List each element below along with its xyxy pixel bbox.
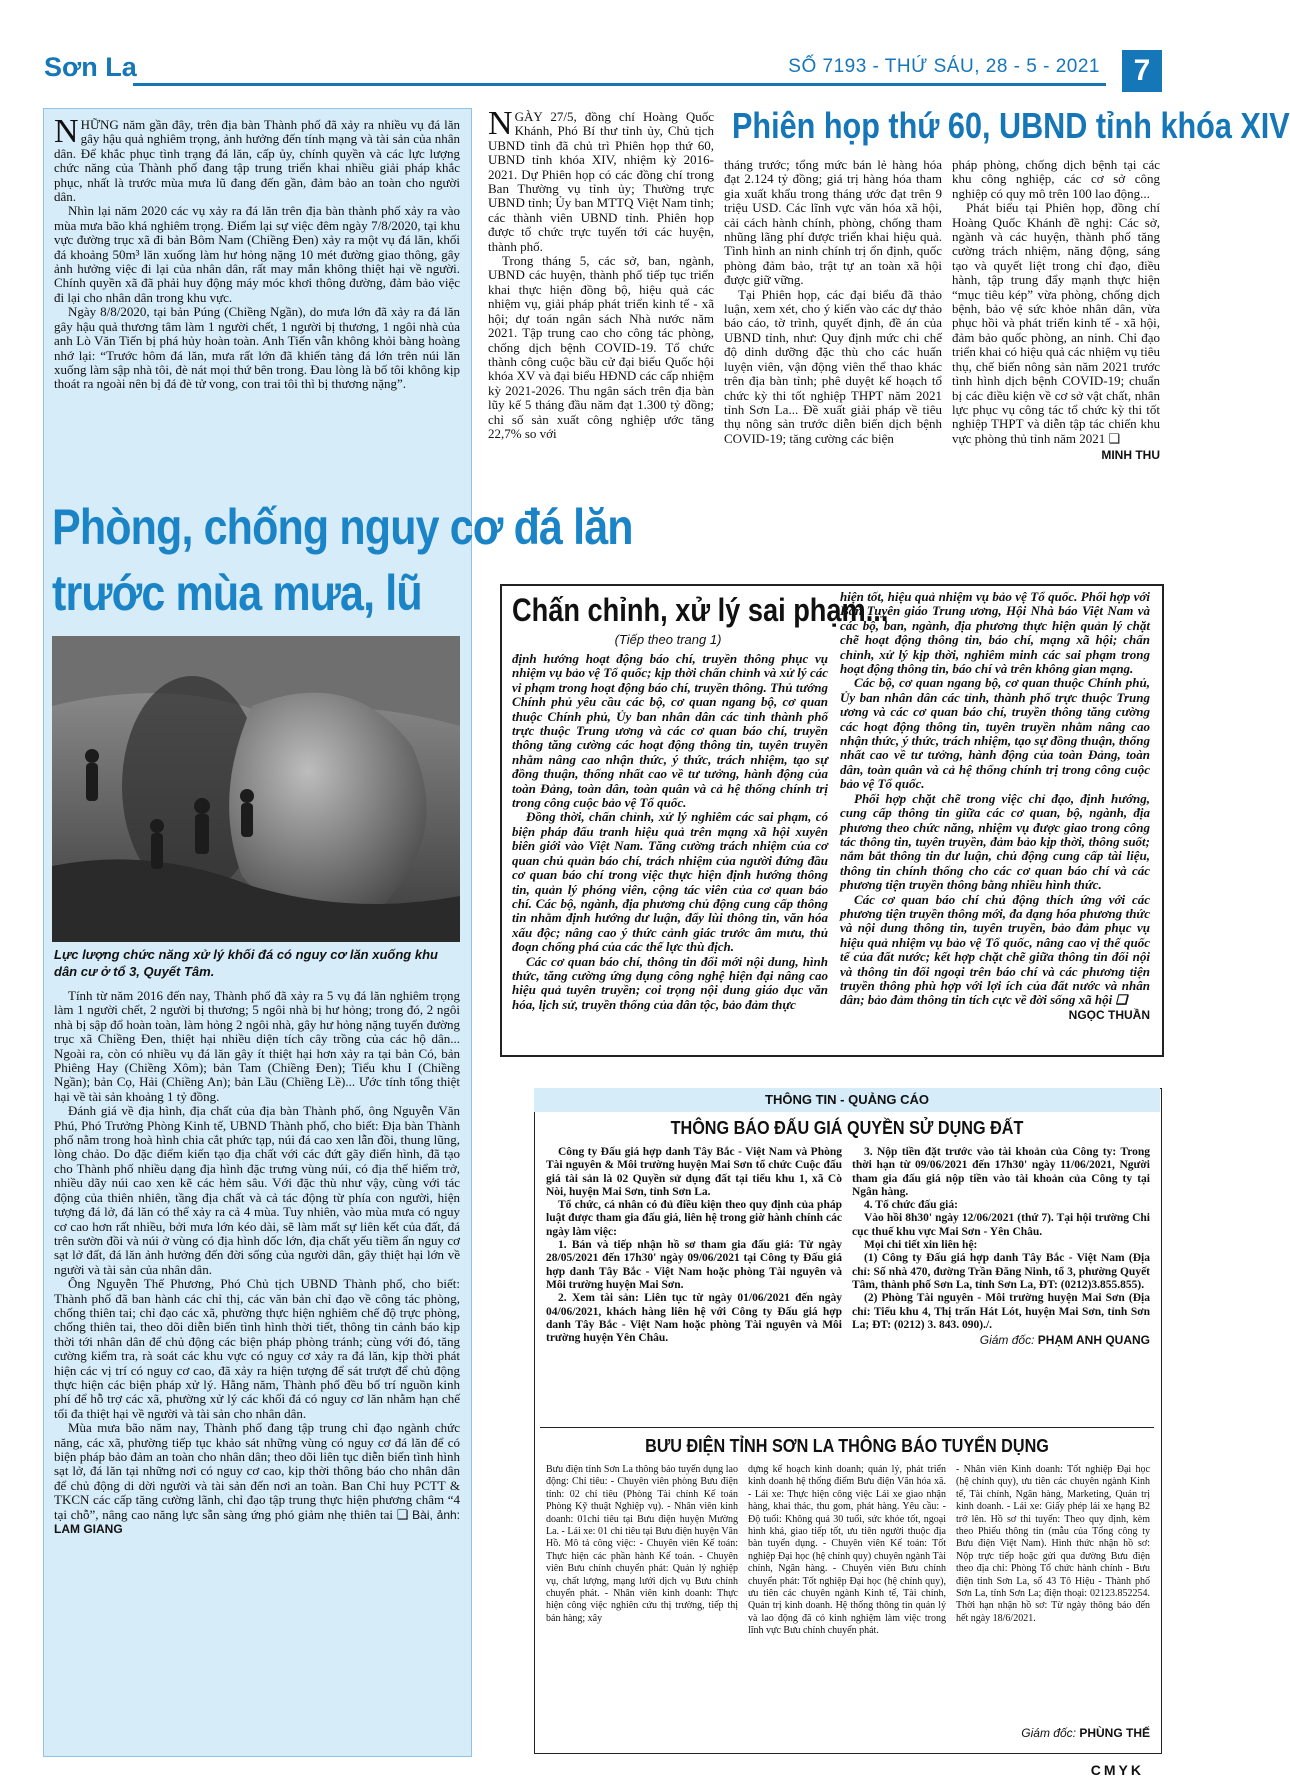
paragraph: Trong tháng 5, các sở, ban, ngành, UBND các huyện, thành phố tiếp tục triển khai thực hiện đồng bộ, hiệu quả các nhiệm vụ, giải pháp phát triển kinh tế - xã hội; dự toán ngân sách Nhà nước năm 2021. Tập trung cao cho công tác phòng, chống dịch bệnh COVID-19. Tổ chức thành công cuộc bầu cử đại biểu Quốc hội khóa XV và đại biểu HĐND các cấp nhiệm kỳ 2021-2026. Thu ngân sách trên địa bàn lũy kế 5 tháng đầu năm đạt 1.300 tỷ đồng; chỉ số sản xuất công nghiệp ước tăng 22,7% so với: [488, 253, 714, 441]
auction-paragraph: 1. Bán và tiếp nhận hồ sơ tham gia đấu giá: Từ ngày 28/05/2021 đến 17h30' ngày 09/06/2021 tại Công ty Đấu giá hợp danh Tây Bắc - Việt Nam hoặc phòng Tài nguyên và Môi trường huyện Mai Sơn.: [546, 1239, 842, 1291]
rectify-col-1: [512, 652, 828, 1012]
auction-col-2: [852, 1146, 1150, 1347]
headline-line-1: Phòng, chống nguy cơ đá lăn: [52, 499, 633, 555]
recruitment-sign-label: Giám đốc:: [1021, 1726, 1076, 1740]
rectify-byline: NGỌC THUẦN: [1068, 1007, 1150, 1022]
rock-photo-image: [52, 636, 460, 942]
auction-sign-label: Giám đốc:: [979, 1333, 1035, 1348]
paragraph: pháp phòng, chống dịch bệnh tại các khu công nghiệp, các cơ sở công nghiệp có quy mô trên 100 lao động...: [952, 157, 1160, 201]
rectify-continued-note: (Tiếp theo trang 1): [614, 632, 722, 647]
auction-paragraph: (2) Phòng Tài nguyên - Môi trường huyện Mai Sơn (Địa chỉ: Tiểu khu 4, Thị trấn Hát Lót, huyện Mai Sơn, tỉnh Sơn La; ĐT: (0212) 3. 843. 090)./.: [852, 1292, 1150, 1331]
meeting-col-3: [952, 158, 1160, 463]
paragraph: Các cơ quan báo chí, thông tin đổi mới nội dung, hình thức, tăng cường ứng dụng công nghệ hiện đại nâng cao hiệu quả tuyên truyền; coi trọng nội dung giáo dục văn hóa, lịch sử, truyền thống của dân tộc, bảo đảm thực: [512, 953, 828, 1012]
left-article-body: [54, 989, 460, 1536]
auction-paragraph: 4. Tổ chức đấu giá:: [864, 1199, 958, 1212]
auction-paragraph: Tổ chức, cá nhân có đủ điều kiện theo quy định của pháp luật được tham gia đấu giá, liên hệ trong giờ hành chính các ngày làm việc:: [546, 1199, 842, 1238]
paragraph: Các bộ, cơ quan ngang bộ, cơ quan thuộc Chính phủ, Ủy ban nhân dân các tỉnh, thành phố trực thuộc Trung ương và các cơ quan báo chí, truyền thông tăng cường các hoạt động thông tin, tuyên truyền nhằm nâng cao nhận thức, ý thức, trách nhiệm, tạo sự đồng thuận, thống nhất cao về tư tưởng, hành động của toàn Đảng, toàn dân, toàn quân và cả hệ thống chính trị trong công cuộc bảo vệ Tổ quốc.: [840, 675, 1150, 792]
rectify-col-2: [840, 590, 1150, 1022]
byline-author: LAM GIANG: [54, 1522, 123, 1537]
paragraph: Tính từ năm 2016 đến nay, Thành phố đã xảy ra 5 vụ đá lăn nghiêm trọng làm 1 người chết, 2 người bị thương; 5 ngôi nhà bị hư hỏng; trong đó, 2 ngôi nhà bị sập đổ hoàn toàn, làm hỏng 2 ngôi nhà, gây hư hỏng nặng tuyến đường trục xã Chiềng Đen, thiệt hại nhiều diện tích cây trồng của các hộ dân... Ngoài ra, còn có nhiều vụ đá lăn gây ít thiệt hại hơn xảy ra tại bản Có, bản Phiêng Hay (Chiềng Xôm); bản Tam (Chiềng Đen); Tiểu khu I (Chiềng Ngần); bản Cọ, Hải (Chiềng An); bản Lầu (Chiềng Lề)... Ước tính tổng thiệt hại về tài sản khoảng 1 tỷ đồng.: [54, 988, 460, 1104]
headline-line-2: trước mùa mưa, lũ: [52, 565, 422, 621]
auction-col-1: [546, 1146, 842, 1345]
issue-date: SỐ 7193 - THỨ SÁU, 28 - 5 - 2021: [788, 56, 1100, 77]
header-rule: [133, 83, 1106, 86]
left-article-lead: [54, 113, 460, 392]
auction-paragraph: (1) Công ty Đấu giá hợp danh Tây Bắc - Việt Nam (Địa chỉ: Số nhà 470, đường Trần Đăng Ninh, tổ 3, phường Quyết Tâm, thành phố Sơn La, tỉnh Sơn La, ĐT: (0212)3.855.855).: [852, 1252, 1150, 1291]
closing-paragraph-text: Phát biểu tại Phiên họp, đồng chí Hoàng Quốc Khánh đề nghị: Các sở, ngành và các huyện, thành phố tăng cường trách nhiệm, năng động, sáng tạo và quyết liệt trong chỉ đạo, điều hành, tập trung đẩy mạnh thực hiện “mục tiêu kép” vừa phòng, chống dịch bệnh, bảo vệ sức khỏe nhân dân, vừa phục hồi và phát triển kinh tế - xã hội, đảm bảo quốc phòng, an ninh. Chỉ đạo triển khai có hiệu quả các nhiệm vụ tiêu thụ, chế biến nông sản năm 2021 trước tình hình dịch bệnh COVID-19; chuẩn bị các điều kiện về cơ sở vật chất, nhân lực phục vụ công tác tổ chức kỳ thi tốt nghiệp THPT và diễn tập tác chiến khu vực phòng thủ tỉnh năm 2021: [952, 200, 1160, 446]
page-number: 7: [1122, 50, 1162, 92]
article-photo: [52, 636, 460, 942]
recruitment-col-1: Bưu điện tỉnh Sơn La thông báo tuyển dụng lao động: Chỉ tiêu: - Chuyên viên phòng Bưu điện tỉnh: 02 chỉ tiêu (Phòng Tài chính Kế toán Phòng Kỹ thuật Nghiệp vụ). - Nhân viên kinh doanh: 01chỉ tiêu tại Bưu điện huyện Mường La. - Lái xe: 01 chỉ tiêu tại Bưu điện huyện Vân Hồ. Mô tả công việc: - Chuyên viên Kế toán: Thực hiện các phần hành Kế toán. - Chuyên viên Bưu chính chuyển phát: Quản lý nghiệp vụ, chất lượng, mạng lưới dịch vụ Bưu chính chuyển phát. - Nhân viên kinh doanh: Thực hiện công việc nghiên cứu thị trường, tiếp thị bán hàng; xây: [546, 1464, 738, 1624]
recruitment-signature: [956, 1726, 1150, 1740]
paragraph: Mùa mưa bão năm nay, Thành phố đang tập trung chỉ đạo ngành chức năng, các xã, phường tiếp tục khảo sát những vùng có nguy cơ đá lăn để có biện pháp bảo đảm an toàn cho nhân dân; theo dõi liên tục diễn biến tình hình sạt lở, đá lăn tại những nơi có nguy cơ cao, kịp thời thông báo cho nhân dân để chủ động di dời người và tài sản đến nơi an toàn. Ban Chỉ huy PCTT & TKCN các cấp tăng cường lãnh, chỉ đạo tập trung thực hiện phương châm “4 tại chỗ”, nâng cao năng lực sẵn sàng ứng phó giảm nhẹ thiên tai ❑ Bài, ảnh: LAM GIANG: [54, 1420, 461, 1537]
auction-sign-name: PHẠM ANH QUANG: [1037, 1333, 1150, 1348]
paragraph: Ông Nguyễn Thế Phương, Phó Chủ tịch UBND Thành phố, cho biết: Thành phố đã ban hành các chỉ thị, các văn bản chỉ đạo về công tác phòng, chống thiên tai; chỉ đạo các xã, phường thực hiện nghiêm chế độ trực phòng, chống thiên tai, theo dõi diễn biến tình hình thời tiết, thông tin cảnh báo kịp thời tới nhân dân để chủ động các biện pháp phòng tránh; cùng với đó, tăng cường kiểm tra, rà soát các khu vực có nguy cơ xảy ra đá lăn, kịp thời phát hiện các vị trí có nguy cơ cao, đã xảy ra hiện tượng để sát trượt để chủ động thực hiện các biện pháp xử lý. Hằng năm, Thành phố đều bố trí nguồn kinh phí để hỗ trợ các xã, phường xử lý các khối đá có nguy cơ lăn nhằm hạn chế tối đa thiệt hại về người và tài sản cho nhân dân.: [54, 1276, 460, 1421]
recruitment-sign-name: PHÙNG THẾ: [1079, 1726, 1150, 1740]
auction-paragraph: 3. Nộp tiền đặt trước vào tài khoản của Công ty: Trong thời hạn từ 09/06/2021 đến 17h30' ngày 11/06/2021, Người tham gia đấu giá nộp tiền vào tài khoản của Công ty tại Ngân hàng.: [852, 1146, 1150, 1198]
paragraph: định hướng hoạt động báo chí, truyền thông phục vụ nhiệm vụ bảo vệ Tổ quốc; kịp thời chấn chỉnh và xử lý các vi phạm trong hoạt động báo chí, truyền thông. Thủ tướng Chính phủ yêu cầu các bộ, cơ quan ngang bộ, cơ quan thuộc Chính phủ, Ủy ban nhân dân các tỉnh thành phố trực thuộc Trung ương và các cơ quan báo chí, truyền thông tăng cường các hoạt động thông tin, tuyên truyền nhằm nâng cao nhận thức, ý thức, trách nhiệm, tạo sự đồng thuận, thống nhất cao về tư tưởng, hành động của toàn Đảng, toàn dân, toàn quân và cả hệ thống chính trị trong công cuộc bảo vệ Tổ quốc.: [512, 651, 828, 811]
photo-caption: Lực lượng chức năng xử lý khối đá có nguy cơ lăn xuống khu dân cư ở tổ 3, Quyết Tâm.: [54, 947, 438, 979]
paragraph: tháng trước; tổng mức bán lẻ hàng hóa đạt 2.124 tỷ đồng; giá trị hàng hóa tham gia xuất khẩu trong tháng ước đạt trên 9 triệu USD. Các lĩnh vực văn hóa xã hội, cải cách hành chính, phòng, chống tham nhũng lãng phí được triển khai hiệu quả. Tình hình an ninh chính trị ổn định, quốc phòng đảm bảo, trật tự an toàn xã hội được giữ vững.: [724, 157, 942, 288]
section-title: Sơn La: [44, 52, 137, 82]
paragraph: hiện tốt, hiệu quả nhiệm vụ bảo vệ Tổ quốc. Phối hợp với Ban Tuyên giáo Trung ương, Hội Nhà báo Việt Nam và các bộ, ban, ngành, địa phương thực hiện quản lý chặt chẽ hoạt động thông tin, báo chí, mạng xã hội; chấn chỉnh, xử lý kịp thời, nghiêm minh các sai phạm trong hoạt động thông tin, báo chí và trên không gian mạng.: [840, 589, 1150, 677]
auction-paragraph: Vào hồi 8h30' ngày 12/06/2021 (thứ 7). Tại hội trường Chi cục thuế khu vực Mai Sơn - Yên Châu.: [852, 1212, 1150, 1238]
byline-prefix: Bài, ảnh:: [412, 1507, 461, 1522]
paragraph: Đánh giá về địa hình, địa chất của địa bàn Thành phố, ông Nguyễn Văn Phú, Phó Trưởng Phòng Kinh tế, UBND Thành phố, cho biết: Địa bàn Thành phố nằm trong hoà hình chia cắt phức tạp, núi đá cao xen lẫn đồi, thung lũng, lòng chảo. Do đặc điểm kiến tạo địa chất với các đứt gãy điển hình, đã tạo cho Thành phố nhiều dạng địa hình đặc trưng vùng núi, có địa thế hiểm trở, nhiều dãy núi cao xen kẽ các hẻm sâu. Với đặc thù như vậy, cùng với tác động của thiên nhiên, tầng địa chất và cả tác động từ phía con người, hiện tượng đá lở, đá lăn có thể xảy ra cả 4 mùa. Tuy nhiên, vào mùa mưa có nguy cơ cao hơn rất nhiều, bởi mưa lớn kéo dài, sẽ làm mất sự liên kết của đất, đá trên sườn đồi và núi ở vùng có địa hình dốc lớn, địa chất yếu tiềm ẩn nguy cơ sạt lở đất, đá lăn ảnh hưởng đến đời sống của người dân, gây thiệt hại lớn về người và tài sản của nhân dân.: [54, 1103, 460, 1277]
meeting-col-1: [488, 105, 714, 441]
paragraph: Ngày 8/8/2020, tại bản Púng (Chiềng Ngần), do mưa lớn đã xảy ra đá lăn gây hậu quả thương tâm làm 1 người chết, 1 người bị thương, 1 ngôi nhà của anh Lò Văn Tiến bị phá hủy hoàn toàn. Anh Tiến vẫn không khỏi bàng hoàng nhớ lại: “Trước hôm đá lăn, mưa rất lớn đã khiến tảng đá lớn trên núi lăn xuống làm sập nhà tôi, đè nát mọi thứ bên trong. Đau lòng là bố tôi không kịp thoát ra ngoài nên bị đá đè tử vong, con trai tôi thì bị thương nặng”.: [54, 304, 460, 392]
auction-paragraph: Công ty Đấu giá hợp danh Tây Bắc - Việt Nam và Phòng Tài nguyên & Môi trường huyện Mai Sơn tổ chức Cuộc đấu giá tài sản là 02 Quyền sử dụng đất tại tiểu khu 1, xã Cò Nòi, huyện Mai Sơn, tỉnh Sơn La.: [546, 1146, 842, 1198]
ads-banner: THÔNG TIN - QUẢNG CÁO: [534, 1088, 1160, 1112]
auction-signature: [852, 1334, 1150, 1347]
auction-notice-title: THÔNG BÁO ĐẤU GIÁ QUYỀN SỬ DỤNG ĐẤT: [670, 1118, 1024, 1138]
paragraph: Nhìn lại năm 2020 các vụ xảy ra đá lăn trên địa bàn thành phố xảy ra vào mùa mưa bão khá nghiêm trọng. Điểm lại sự việc đêm ngày 7/8/2020, tại khu vực đường trục xã đi bản Bôm Nam (Chiềng Đen) xảy ra một vụ đá lăn, khối đá khoảng 50m³ lăn xuống làm hư hỏng nặng 10 mét đường giao thông, gây ảnh hưởng việc đi lại của nhân dân, rất may mắn không thiệt hại về người. Chính quyền xã đã phải huy động máy móc khơi thông đường, đảm bảo việc đi lại cho nhân dân trong khu vực.: [54, 203, 460, 305]
auction-paragraph: Mọi chi tiết xin liên hệ:: [864, 1239, 978, 1252]
intro-paragraph: NHỮNG năm gần đây, trên địa bàn Thành phố đã xảy ra nhiều vụ đá lăn gây hậu quả nghiêm trọng, ảnh hưởng đến tính mạng và tài sản của nhân dân. Để khắc phục tình trạng đá lăn, cấp ủy, chính quyền và các lực lượng chức năng của Thành phố đang tập trung triển khai nhiều giải pháp khắc phục, nhất là trước mùa mưa lũ đang đến gần, đảm bảo an toàn cho người dân.: [54, 113, 460, 205]
cmyk-mark: CMYK: [1090, 1762, 1144, 1778]
recruitment-col-3: - Nhân viên Kinh doanh: Tốt nghiệp Đại học (hệ chính quy), ưu tiên các chuyên ngành Kinh tế, Tài chính, Ngân hàng, Marketing, Quản trị kinh doanh. - Lái xe: Giấy phép lái xe hạng B2 trở lên. Hồ sơ thi tuyển: Theo quy định, kèm theo Phiếu thông tin (mẫu của Tổng công ty Bưu điện Việt Nam). Hình thức nhận hồ sơ: Nộp trực tiếp hoặc gửi qua đường Bưu điện theo địa chỉ: Phòng Tổ chức hành chính - Bưu điện tỉnh Sơn La, số 43 Tô Hiệu - Thành phố Sơn La, tỉnh Sơn La; điện thoại: 02123.852254. Thời hạn nhận hồ sơ: Từ ngày thông báo đến hết ngày 18/6/2021.: [956, 1464, 1150, 1624]
rectify-headline: Chấn chỉnh, xử lý sai phạm...: [512, 592, 889, 628]
closing-paragraph-text: Các cơ quan báo chí chủ động thích ứng với các phương tiện truyền thông mới, đa dạng hóa phương thức và nội dung thông tin, tuyên truyền, bảo đảm phục vụ hiệu quả nhiệm vụ bảo vệ Tổ quốc, nâng cao vị thế quốc tế của đất nước; kết hợp chặt chẽ giữa thông tin đối nội và thông tin đối ngoại trên báo chí và các phương tiện truyền thông phù hợp với lợi ích của đất nước và nhân dân; bảo đảm thông tin tích cực về đời sống xã hội: [840, 891, 1150, 1008]
paragraph: NGÀY 27/5, đồng chí Hoàng Quốc Khánh, Phó Bí thư tỉnh ủy, Chủ tịch UBND tỉnh đã chủ trì Phiên họp thứ 60, UBND tỉnh khóa XIV, nhiệm kỳ 2016-2021. Dự Phiên họp có các đồng chí trong Ban Thường vụ tỉnh ủy; Thường trực UBND tỉnh; Ủy ban MTTQ Việt Nam tỉnh; các thành viên UBND tỉnh. Phiên họp được tổ chức trực tuyến tới các huyện, thành phố.: [488, 105, 714, 254]
last-paragraph-text: Mùa mưa bão năm nay, Thành phố đang tập trung chỉ đạo ngành chức năng, các xã, phường tiếp tục khảo sát những vùng có nguy cơ đá lăn để có biện pháp bảo đảm an toàn cho nhân dân; theo dõi liên tục diễn biến tình hình sạt lở, đá lăn tại những nơi có nguy cơ cao, kịp thời thông báo cho nhân dân để chủ động di dời người và tài sản đến nơi an toàn. Ban Chỉ huy PCTT & TKCN các cấp tăng cường lãnh, chỉ đạo tập trung thực hiện phương châm “4 tại chỗ”, nâng cao năng lực sẵn sàng ứng phó giảm nhẹ thiên tai: [54, 1420, 460, 1522]
ads-divider: [540, 1427, 1154, 1428]
paragraph: Đồng thời, chấn chỉnh, xử lý nghiêm các sai phạm, có biện pháp đấu tranh hiệu quả trên mạng xã hội xuyên biên giới vào Việt Nam. Tăng cường trách nhiệm của cơ quan chủ quản báo chí, trách nhiệm của người đứng đầu cơ quan báo chí trong việc thực hiện định hướng thông tin, quản lý phóng viên, cộng tác viên của cơ quan báo chí. Các bộ, ngành, địa phương chủ động cung cấp thông tin nhằm định hướng dư luận, đẩy lùi thông tin, văn hóa xấu độc; nâng cao ý thức cảnh giác trước âm mưu, thủ đoạn chống phá của các thế lực thù địch.: [512, 809, 828, 955]
paragraph: Phát biểu tại Phiên họp, đồng chí Hoàng Quốc Khánh đề nghị: Các sở, ngành và các huyện, thành phố tăng cường trách nhiệm, năng động, sáng tạo và quyết liệt trong chỉ đạo, điều hành, tập trung đẩy mạnh thực hiện “mục tiêu kép” vừa phòng, chống dịch bệnh, bảo vệ sức khỏe nhân dân, vừa phục hồi và phát triển kinh tế - xã hội, đảm bảo quốc phòng, an ninh. Chỉ đạo triển khai có hiệu quả các nhiệm vụ tiêu thụ, chế biến nông sản năm 2021 trước tình hình dịch bệnh COVID-19; chuẩn bị các điều kiện về cơ sở vật chất, nhân lực phục vụ công tác tổ chức kỳ thi tốt nghiệp THPT và diễn tập tác chiến khu vực phòng thủ tỉnh năm 2021 ❑: [952, 200, 1160, 446]
paragraph: Tại Phiên họp, các đại biểu đã thảo luận, xem xét, cho ý kiến vào các dự thảo báo cáo, tờ trình, quyết định, đề án của UBND tỉnh, như: Quy định mức chi chế độ dinh dưỡng đặc thù cho các huấn luyện viên, vận động viên thể thao khác trên địa bàn tỉnh; phê duyệt kế hoạch tổ chức kỳ thi tốt nghiệp THPT năm 2021 tỉnh Sơn La... Đề xuất giải pháp về tiêu thụ nông sản trước diễn biến dịch bệnh COVID-19; tăng cường các biện: [724, 286, 942, 446]
meeting-col-2: [724, 158, 942, 446]
paragraph: Các cơ quan báo chí chủ động thích ứng với các phương tiện truyền thông mới, đa dạng hóa phương thức và nội dung thông tin, tuyên truyền, bảo đảm phục vụ hiệu quả nhiệm vụ bảo vệ Tổ quốc, nâng cao vị thế quốc tế của đất nước; kết hợp chặt chẽ giữa thông tin đối nội và thông tin đối ngoại trên báo chí và các phương tiện truyền thông phù hợp với lợi ích của đất nước và nhân dân; bảo đảm thông tin tích cực về đời sống xã hội ❑ NGỌC THUẦN: [840, 891, 1150, 1022]
recruitment-notice-title: BƯU ĐIỆN TỈNH SƠN LA THÔNG BÁO TUYỂN DỤNG: [645, 1436, 1049, 1456]
auction-paragraph: 2. Xem tài sản: Liên tục từ ngày 01/06/2021 đến ngày 04/06/2021, khách hàng liên hệ với Công ty Đấu giá hợp danh Tây Bắc - Việt Nam hoặc phòng Tài nguyên và Môi trường huyện Yên Châu.: [546, 1292, 842, 1345]
meeting-headline: Phiên họp thứ 60, UBND tỉnh khóa XIV: [732, 105, 1290, 146]
meeting-byline: MINH THU: [1101, 448, 1160, 463]
paragraph: Phối hợp chặt chẽ trong việc chỉ đạo, định hướng, cung cấp thông tin giữa các cơ quan, bộ, ngành, địa phương theo chức năng, nhiệm vụ được giao trong công tác thông tin, tuyên truyền, đảm bảo kịp thời, thông suốt; nắm bắt thông tin dư luận, chủ động cung cấp tài liệu, thông tin chính thống cho các cơ quan báo chí và các phương tiện truyền thông bằng nhiều hình thức.: [840, 790, 1150, 893]
recruitment-col-2: dựng kế hoạch kinh doanh; quản lý, phát triển kinh doanh hệ thống điểm Bưu điện Văn hóa xã. - Lái xe: Thực hiện công việc Lái xe giao nhận hàng, khai thác, thu gom, phát hàng. Yêu cầu: - Độ tuổi: Không quá 30 tuổi, sức khỏe tốt, ngoại hình khá, giao tiếp tốt, ưu tiên người thuộc địa bàn tuyển dụng. - Chuyên viên Kế toán: Tốt nghiệp Đại học (hệ chính quy) chuyên ngành Tài chính, Ngân hàng. - Chuyên viên Bưu chính chuyển phát: Tốt nghiệp Đại học (hệ chính quy), ưu tiên các chuyên ngành Kinh tế, Tài chính, Quản trị kinh doanh. Hệ thống thông tin quản lý và lao động đã có kinh nghiệm làm việc trong lĩnh vực Bưu chính chuyển phát.: [748, 1464, 946, 1637]
